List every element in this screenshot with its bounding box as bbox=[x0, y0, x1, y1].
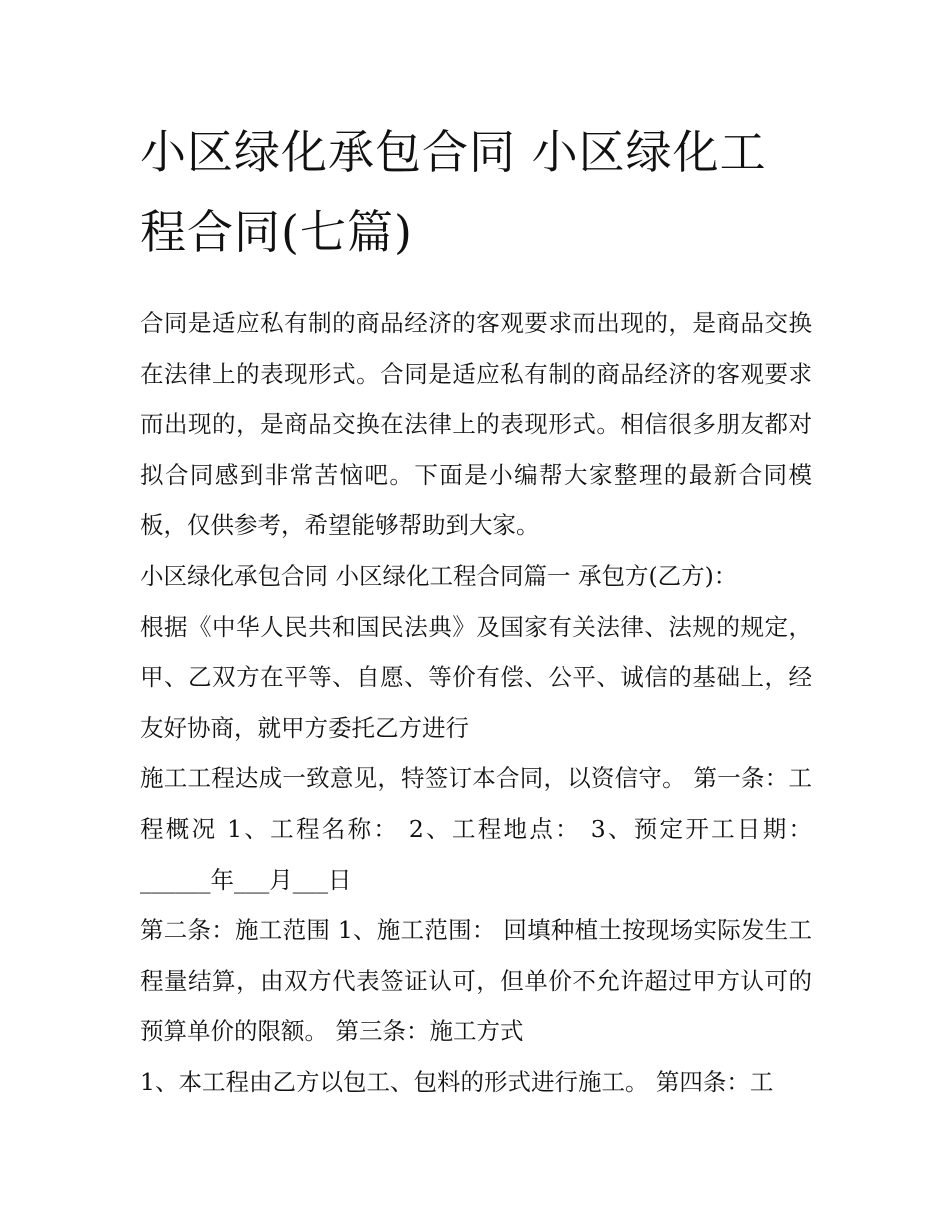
paragraph-article-2: 第二条：施工范围 1、施工范围： 回填种植土按现场实际发生工程量结算，由双方代表签证认可，但单价不允许超过甲方认可的预算单价的限额。 第三条：施工方式 bbox=[140, 916, 812, 1046]
document-body bbox=[140, 298, 812, 1108]
paragraph-legal-basis: 根据《中华人民共和国民法典》及国家有关法律、法规的规定，甲、乙双方在平等、自愿、等价有偿、公平、诚信的基础上，经友好协商，就甲方委托乙方进行 bbox=[140, 612, 812, 742]
title-line-1: 小区绿化承包合同 小区绿化工 bbox=[140, 125, 767, 179]
document-page bbox=[140, 112, 812, 1108]
paragraph-section-heading: 小区绿化承包合同 小区绿化工程合同篇一 承包方(乙方)： bbox=[140, 561, 738, 590]
document-title bbox=[140, 112, 812, 272]
paragraph-article-3-item-1: 1、本工程由乙方以包工、包料的形式进行施工。 第四条：工 bbox=[140, 1067, 774, 1096]
paragraph-intro: 合同是适应私有制的商品经济的客观要求而出现的，是商品交换在法律上的表现形式。合同是适应私有制的商品经济的客观要求而出现的，是商品交换在法律上的表现形式。相信很多朋友都对拟合同感到非常苦恼吧。下面是小编帮大家整理的最新合同模板，仅供参考，希望能够帮助到大家。 bbox=[140, 309, 812, 540]
title-line-2: 程合同(七篇) bbox=[140, 205, 413, 259]
paragraph-article-1: 施工工程达成一致意见，特签订本合同，以资信守。 第一条：工程概况 1、工程名称： 2、工程地点： 3、预定开工日期：______年___月___日 bbox=[140, 764, 812, 894]
